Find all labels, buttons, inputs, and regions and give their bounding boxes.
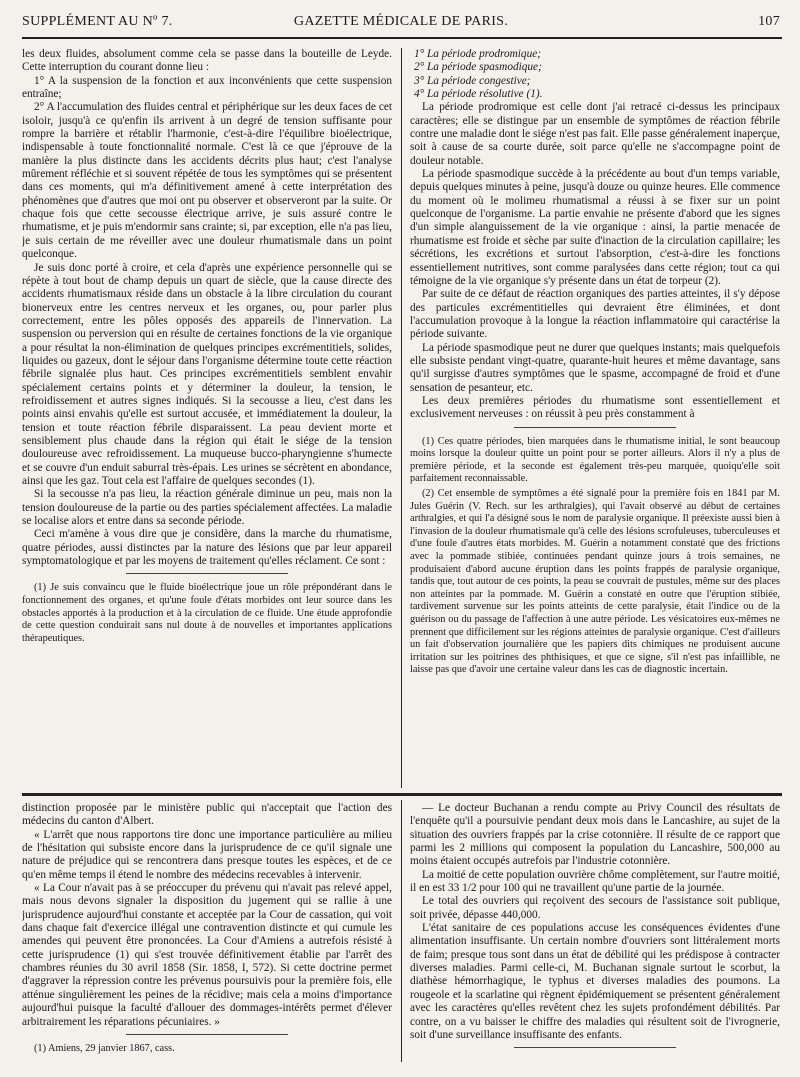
bottom-left-column (22, 802, 392, 1064)
footnote-block (22, 582, 392, 645)
paragraph: Par suite de ce défaut de réaction organiques des parties atteintes, il s'y dépose des particules excrémentitielles qui devraient être éliminées, et dont l'accumulation provoque à la longue la réaction inflammatoire qui caractérise la période suivante. (410, 288, 780, 341)
paragraph: Si la secousse n'a pas lieu, la réaction générale diminue un peu, mais non la tension douloureuse de la partie ou des parties spécialement affectées. La maladie se localise alors et entre dans sa seconde période. (22, 488, 392, 528)
header-rule (22, 37, 782, 39)
paragraph: La période spasmodique peut ne durer que quelques instants; mais quelquefois elle subsiste pendant vingt-quatre, quarante-huit heures et même davantage, sans qu'il surgisse d'autres symptômes que le spasme, accompagné de froid et d'une sensation de pesanteur, etc. (410, 341, 780, 394)
paragraph: La moitié de cette population ouvrière chôme complètement, sur l'autre moitié, il en est 33 1/2 pour 100 qui ne travaillent qu'une partie de la journée. (410, 868, 780, 895)
top-left-column (22, 48, 392, 788)
end-separator (514, 1047, 677, 1048)
paragraph: — Le docteur Buchanan a rendu compte au Privy Council des résultats de l'enquête qu'il a poursuivie pendant deux mois dans le Lancashire, au sujet de la situation des ouvriers frappés par la crise cotonnière. Il résulte de ce rapport que parmi les 2 millions qui composent la population du Lancashire, 500,000 au moins étaient occupés autrefois par l'industrie cotonnière. (410, 802, 780, 868)
supplement-label: SUPPLÉMENT AU Nº 7. (22, 14, 173, 29)
section-divider (22, 793, 782, 796)
footnote: (2) Cet ensemble de symptômes a été signalé pour la première fois en 1841 par M. Jules Guérin (V. Rech. sur les arthralgies), qui l'avait observé au début de certaines arthralgies, et qui l'a désigné sous le nom de paralysie organique. Il préexiste aussi bien à l'invasion de la douleur rhumatismale qu'à celle des lésions scrofuleuses, tuberculeuses et d'une foule d'autres états morbides. M. Guérin a notamment constaté que des frictions avec la pommade stibiée, continuées pendant quinze jours à trois semaines, ne produisaient d'abord aucune éruption dans les points frappés de paralysie organique, tandis que, tout autour de ces points, la peau se couvrait de pustules, même sur des places non atteintes par la pommade. M. Guérin a constaté en outre que l'éruption stibiée, tardivement survenue sur les points atteints de cette paralysie, était l'indice ou de la guérison ou du passage de l'affection à une autre période. Les vésicatoires eux-mêmes ne prennent que difficilement sur les régions atteintes de paralysie organique. C'est d'ailleurs un fait d'observation journalière que les papiers dits chimiques ne produisent aucune irritation sur les poitrines des phthisiques, et que ce signe, s'il n'est pas infaillible, ne laisse pas que d'avoir une certaine valeur dans les cas de diagnostic incertain. (410, 488, 780, 676)
journal-title: GAZETTE MÉDICALE DE PARIS. (293, 14, 509, 29)
period-list-item: 2° La période spasmodique; (414, 61, 542, 74)
paragraph: L'état sanitaire de ces populations accuse les conséquences évidentes d'une alimentation insuffisante. Un certain nombre d'ouvriers sont littéralement morts de faim; presque tous sont dans un état de débilité qui les prédispose à contracter diverses maladies. Parmi celle-ci, M. Buchanan signale surtout le scorbut, la diathèse hémorrhagique, le typhus et diverses maladies des poumons. La rougeole et la scarlatine qui règnent épidémiquement se présentent généralement avec les caractères qu'elles revêtent chez les sujets profondément débilités. Par contre, on a vu baisser le chiffre des maladies qui résultent soit de l'ivrognerie, soit d'une surveillance insuffisante des enfants. (410, 922, 780, 1041)
footnote: (1) Je suis convaincu que le fluide bioélectrique joue un rôle prépondérant dans le fonctionnement des organes, et qu'une foule d'états morbides ont leur source dans les obstacles apportés à la production et à la circulation de ce fluide. Une étude approfondie de cette question conduirait sans nul doute à de nouvelles et importantes applications thérapeutiques. (22, 582, 392, 644)
paragraph: 1° A la suspension de la fonction et aux inconvénients que cette suspension entraîne; (22, 74, 392, 101)
footnote-separator (514, 427, 677, 428)
footnote: (1) Amiens, 29 janvier 1867, cass. (34, 1042, 175, 1054)
footnote-separator (126, 573, 289, 574)
paragraph: Le total des ouvriers qui reçoivent des secours de l'assistance soit publique, soit privée, dépasse 440,000. (410, 895, 780, 921)
footnote-block (22, 1043, 392, 1056)
paragraph: 2° A l'accumulation des fluides central et périphérique sur les deux faces de cet isoloir, jusqu'à ce qu'enfin ils arrivent à un degré de tension suffisante pour rompre la barrière et rétablir l'harmonie, c'est-à-dire l'équilibre bioélectrique, indispensable à toute fonctionnalité normale. C'est là ce que j'éprouve de la manière la plus distincte dans les accidents décrits plus haut; c'est l'analyse mûrement réfléchie et si souvent répétée de tous les symptômes qui se présentent dans ces moments, qui m'a définitivement amené à cette interprétation des phénomènes que d'autres que moi ont pu observer et observeront par la suite. Or chaque fois que cette secousse électrique arrive, je suis assuré contre le rhumatisme, et je puis m'endormir sans crainte; si, par exception, elle n'a pas lieu, je suis certain de me réveiller avec une douleur rhumatismale dans un point quelconque. (22, 101, 392, 261)
paragraph: « La Cour n'avait pas à se préoccuper du prévenu qui n'avait pas relevé appel, mais nous devons signaler la disposition du jugement qui se rallie à une jurisprudence aujourd'hui constante et acceptée par la Cour de cassation, qui voit dans chaque fait d'exercice illégal une contravention distincte et qui cumule les amendes qui peuvent être prononcées. La Cour d'Amiens a autrefois résisté à cette jurisprudence (1) qui s'est trouvée définitivement établie par l'arrêt des chambres réunies du 30 avril 1858 (Sir. 1858, I, 572). Si cette doctrine permet d'aggraver la répression contre les prévenus poursuivis pour la première fois, elle atténue singulièrement les peines de la récidive; mais cela a moins d'importance aujourd'hui puisque la faculté d'allouer des dommages-intérêts permet d'élever arbitrairement les réparations pécuniaires. » (22, 882, 392, 1028)
running-header (22, 14, 780, 36)
column-divider-bottom (401, 800, 402, 1062)
top-right-column (410, 48, 780, 788)
footnote-separator (126, 1034, 289, 1035)
paragraph: les deux fluides, absolument comme cela se passe dans la bouteille de Leyde. Cette interruption du courant donne lieu : (22, 48, 392, 74)
paragraph: Je suis donc porté à croire, et cela d'après une expérience personnelle qui se répète à tout bout de champ depuis un quart de siècle, que la cause directe des accidents rhumatismaux réside dans un obstacle à la libre circulation du courant bionerveux entre les centres nerveux et les organes, ou, pour parler plus correctement, entre les pôles opposés des appareils de l'innervation. La suspension ou perversion qui en résulte de certaines fonctions de la vie organique a pour résultat la non-élimination de quelques principes excrémentitiels, solides, liquides ou gazeux, dont le séjour dans l'organisme détermine toute cette réaction fébrile signalée plus haut. Ces principes excrémentitiels semblent envahir spécialement certains points et y déterminer la douleur, la tension, le refroidissement et autres signes indiqués. Si la secousse a lieu, c'est dans les points ainsi envahis qu'elle est surtout accusée, et immédiatement la douleur, la tension et toute réaction fébrile disparaissent. La peau devient morte et sensiblement plus chaude dans la région qui était le siége de la tension douloureuse avec refroidissement. La muqueuse bucco-pharyngienne s'humecte et se couvre d'un enduit saburral très-épais. Les urines se sécrètent en abondance, ainsi que les gaz. Tout cela est l'affaire de quelques secondes (1). (22, 261, 392, 487)
paragraph: distinction proposée par le ministère public qui n'acceptait que l'action des médecins du canton d'Albert. (22, 802, 392, 828)
paragraph: « L'arrêt que nous rapportons tire donc une importance particulière au milieu de l'hésitation qui subsiste encore dans la jurisprudence de ce qu'il signale une nature de préjudice qui se rencontrera dans presque toutes les espèces, et de ce qu'en même temps il étend le nombre des médecins recevables à intervenir. (22, 828, 392, 881)
page-number: 107 (758, 14, 780, 29)
footnote-block (410, 436, 780, 677)
paragraph: Ceci m'amène à vous dire que je considère, dans la marche du rhumatisme, quatre périodes, aussi distinctes par la nature des lésions que par leur appareil symptomatologique et par les moyens de traitement qu'elles réclament. Ce sont : (22, 528, 392, 568)
period-list-item: 1° La période prodromique; (414, 48, 541, 60)
footnote: (1) Ces quatre périodes, bien marquées dans le rhumatisme initial, le sont beaucoup moins lorsque la douleur quitte un point pour se porter ailleurs. Alors il n'y a plus de première période, et la seconde est également très-peu marquée, quoiqu'elle soit parfaitement reconnaissable. (410, 435, 780, 485)
period-list-item: 4° La période résolutive (1). (414, 88, 543, 101)
column-divider-top (401, 48, 402, 788)
bottom-right-column (410, 802, 780, 1064)
paragraph: Les deux premières périodes du rhumatisme sont essentiellement et exclusivement nerveuses : on réussit à peu près constamment à (410, 394, 780, 421)
period-list-item: 3° La période congestive; (414, 74, 531, 87)
paragraph: La période prodromique est celle dont j'ai retracé ci-dessus les principaux caractères; elle se distingue par un ensemble de symptômes de réaction fébrile contre une maladie dont le siége n'est pas fait. Elle passe généralement inaperçue, soit à cause de sa courte durée, soit parce qu'elle ne s'accompagne point de douleur notable. (410, 101, 780, 167)
paragraph: La période spasmodique succède à la précédente au bout d'un temps variable, depuis quelques minutes à peine, jusqu'à douze ou quinze heures. Elle commence du moment où le molimeu rhumatismal a réussi à se fixer sur un point quelconque de l'organisme. La partie envahie ne présente d'abord que les signes d'un simple alanguissement de la vie organique : ainsi, la partie menacée de rhumatisme est froide et sèche par suite d'inaction de la circulation capillaire; les sécrétions, les excrétions et surtout l'absorption, c'est-à-dire les fonctions essentiellement nutritives, sont comme paralysées dans cette région; tout ca qui témoigne de la vie organique s'y présente dans un état de torpeur (2). (410, 168, 780, 287)
